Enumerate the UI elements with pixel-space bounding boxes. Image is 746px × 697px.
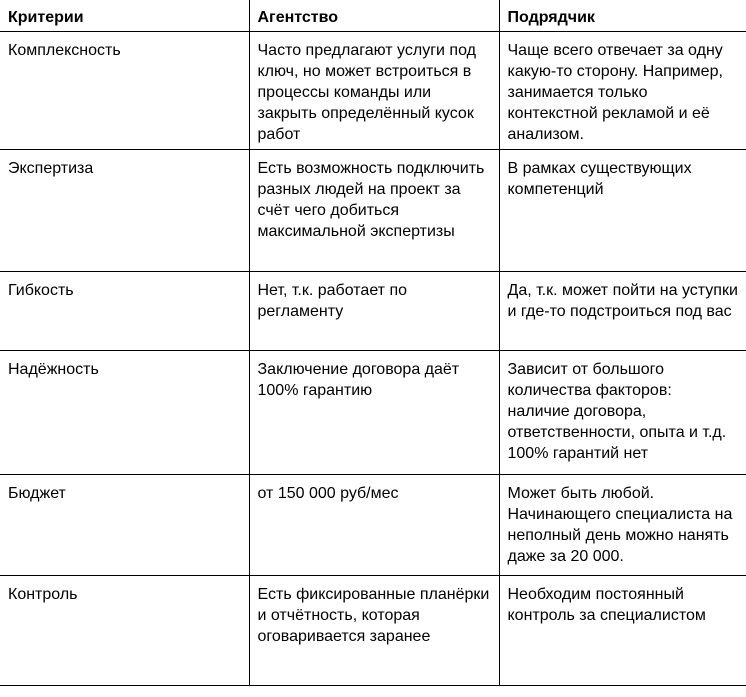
contractor-cell: Необходим постоянный контроль за специалистом xyxy=(499,576,746,686)
header-criteria: Критерии xyxy=(0,0,249,32)
contractor-cell: Да, т.к. может пойти на уступки и где-то подстроиться под вас xyxy=(499,272,746,351)
table-row xyxy=(0,351,746,475)
agency-cell: Часто предлагают услуги под ключ, но может встроиться в процессы команды или закрыть определённый кусок работ xyxy=(249,32,499,150)
criterion-cell: Экспертиза xyxy=(0,150,249,272)
header-agency: Агентство xyxy=(249,0,499,32)
agency-cell: Нет, т.к. работает по регламенту xyxy=(249,272,499,351)
header-contractor: Подрядчик xyxy=(499,0,746,32)
agency-cell: от 150 000 руб/мес xyxy=(249,475,499,576)
agency-cell: Есть возможность подключить разных людей на проект за счёт чего добиться максимальной экспертизы xyxy=(249,150,499,272)
table-row xyxy=(0,475,746,576)
contractor-cell: В рамках существующих компетенций xyxy=(499,150,746,272)
table-row xyxy=(0,32,746,150)
criterion-cell: Бюджет xyxy=(0,475,249,576)
table-row xyxy=(0,150,746,272)
contractor-cell: Может быть любой. Начинающего специалиста на неполный день можно нанять даже за 20 000. xyxy=(499,475,746,576)
criterion-cell: Контроль xyxy=(0,576,249,686)
agency-cell: Есть фиксированные планёрки и отчётность, которая оговаривается заранее xyxy=(249,576,499,686)
criterion-cell: Надёжность xyxy=(0,351,249,475)
contractor-cell: Зависит от большого количества факторов: наличие договора, ответственности, опыта и т.д. 100% гарантий нет xyxy=(499,351,746,475)
criterion-cell: Гибкость xyxy=(0,272,249,351)
table-row xyxy=(0,576,746,686)
contractor-cell: Чаще всего отвечает за одну какую-то сторону. Например, занимается только контекстной рекламой и её анализом. xyxy=(499,32,746,150)
header-row xyxy=(0,0,746,32)
table-row xyxy=(0,272,746,351)
criterion-cell: Комплексность xyxy=(0,32,249,150)
agency-cell: Заключение договора даёт 100% гарантию xyxy=(249,351,499,475)
